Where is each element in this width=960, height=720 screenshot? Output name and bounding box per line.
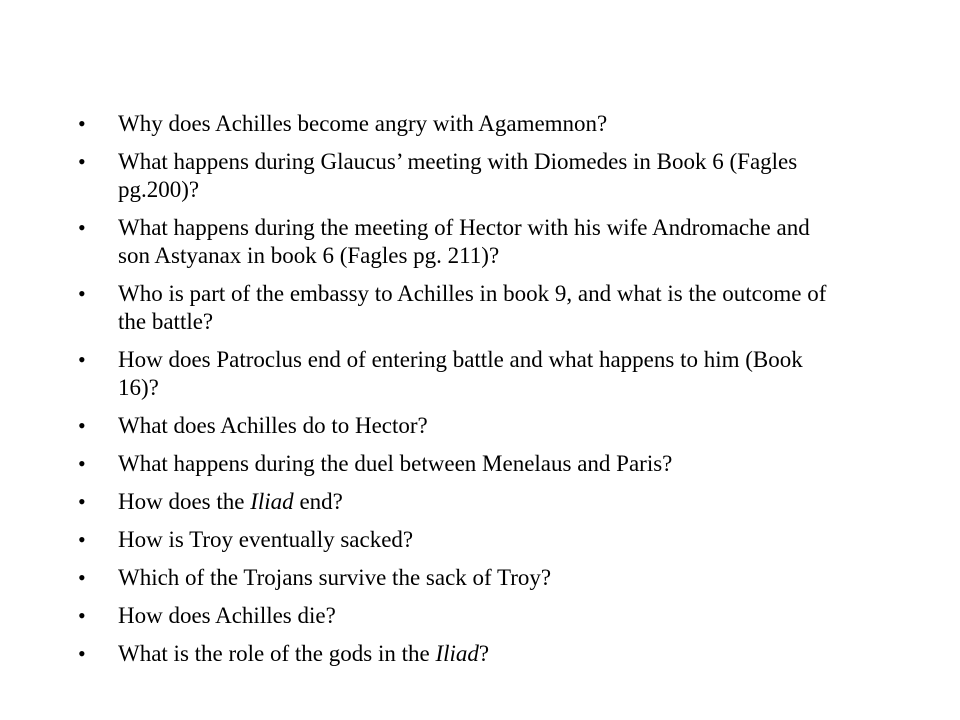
bullet-icon: • (78, 215, 86, 240)
question-text (118, 640, 838, 668)
list-item (78, 412, 838, 440)
bullet-icon: • (78, 413, 86, 438)
question-text-part: What is the role of the gods in the (118, 641, 436, 666)
list-item (78, 526, 838, 554)
list-item (78, 450, 838, 478)
bullet-icon: • (78, 347, 86, 372)
question-text: How is Troy eventually sacked? (118, 527, 414, 552)
list-item (78, 280, 838, 336)
question-text: Which of the Trojans survive the sack of Troy? (118, 565, 552, 590)
question-text-part: ? (478, 641, 490, 666)
question-text: What happens during Glaucus’ meeting with Diomedes in Book 6 (Fagles pg.200)? (118, 149, 798, 202)
question-text: Why does Achilles become angry with Agamemnon? (118, 111, 608, 136)
question-text (118, 488, 838, 516)
bullet-icon: • (78, 451, 86, 476)
bullet-icon: • (78, 527, 86, 552)
bullet-icon: • (78, 565, 86, 590)
question-text: What happens during the duel between Menelaus and Paris? (118, 451, 673, 476)
bullet-icon: • (78, 281, 86, 306)
list-item (78, 214, 838, 270)
list-item (78, 346, 838, 402)
bullet-icon: • (78, 489, 86, 514)
list-item (78, 110, 838, 138)
bullet-icon: • (78, 603, 86, 628)
question-text: How does Achilles die? (118, 603, 336, 628)
book-title: Iliad (250, 489, 294, 514)
question-list (78, 110, 838, 678)
list-item (78, 488, 838, 516)
question-text: What happens during the meeting of Hector with his wife Andromache and son Astyanax in book 6 (Fagles pg. 211)? (118, 215, 810, 268)
question-text-part: end? (293, 489, 343, 514)
list-item (78, 640, 838, 668)
question-text-part: How does the (118, 489, 251, 514)
list-item (78, 564, 838, 592)
question-text: How does Patroclus end of entering battle and what happens to him (Book 16)? (118, 347, 803, 400)
bullet-icon: • (78, 111, 86, 136)
bullet-icon: • (78, 641, 86, 666)
bullet-icon: • (78, 149, 86, 174)
question-text: Who is part of the embassy to Achilles in book 9, and what is the outcome of the battle? (118, 281, 827, 334)
list-item (78, 602, 838, 630)
question-text: What does Achilles do to Hector? (118, 413, 428, 438)
list-item (78, 148, 838, 204)
book-title: Iliad (435, 641, 479, 666)
